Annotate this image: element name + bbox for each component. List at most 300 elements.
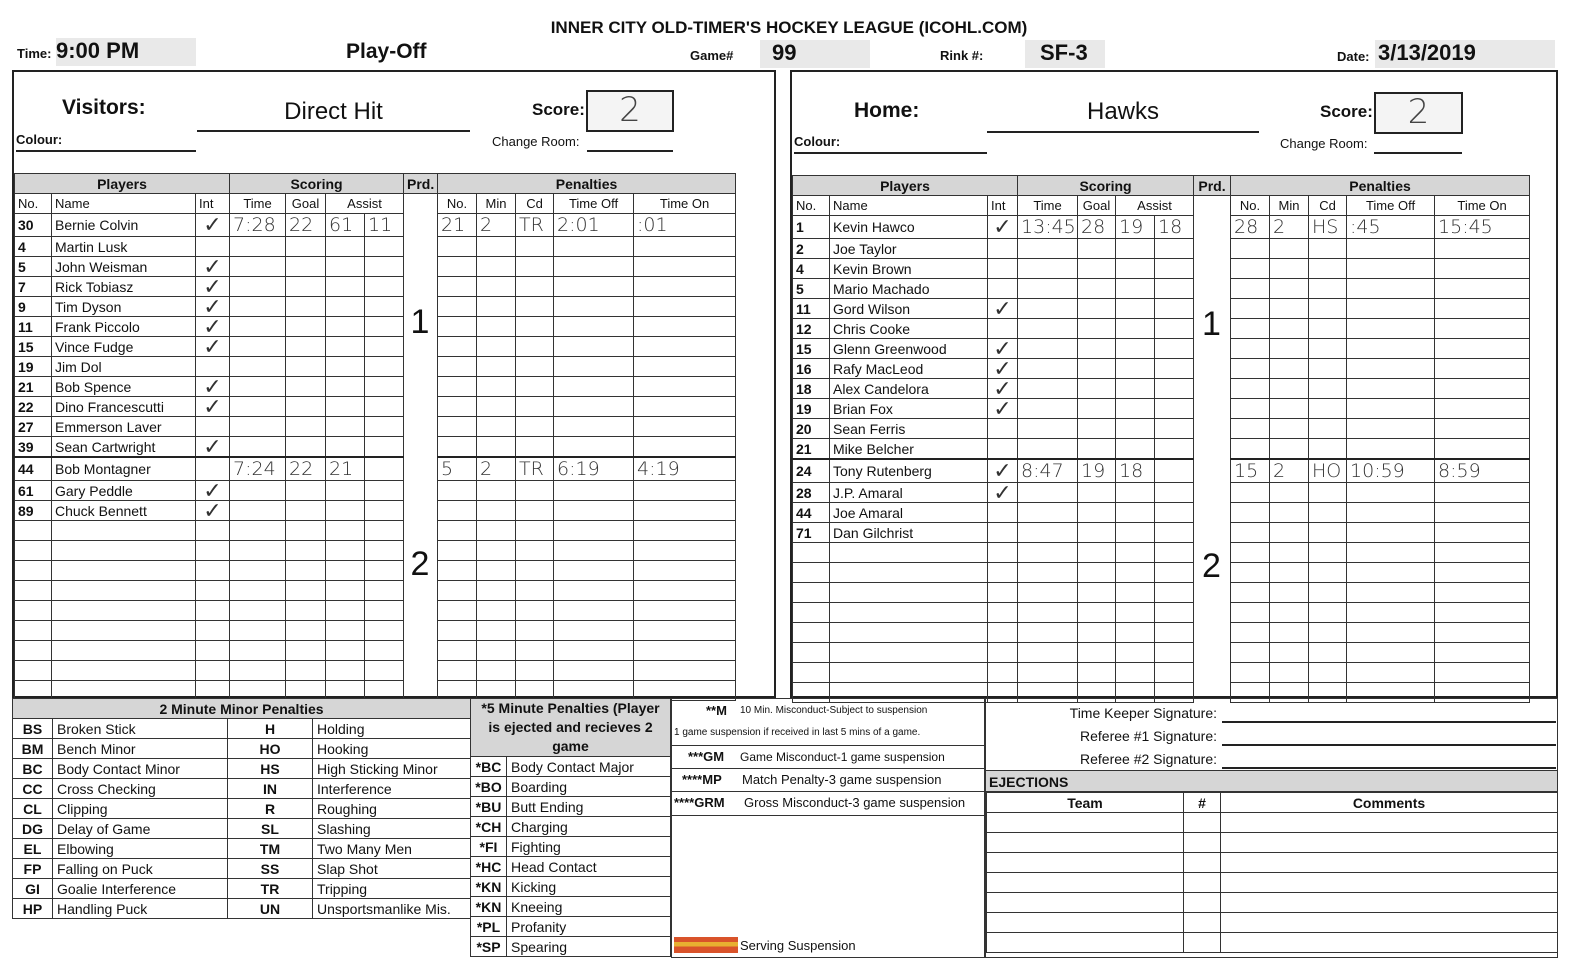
penalty-on[interactable] [634, 581, 736, 601]
penalty-min[interactable] [477, 257, 516, 277]
ejection-num-cell[interactable] [1184, 913, 1221, 933]
int-check[interactable] [988, 239, 1018, 259]
int-check[interactable]: ✓ [196, 377, 230, 397]
penalty-no[interactable] [438, 481, 477, 501]
scoring-a2[interactable] [365, 277, 404, 297]
penalty-min[interactable] [1270, 279, 1309, 299]
int-check[interactable] [196, 237, 230, 257]
scoring-goal[interactable] [286, 621, 326, 641]
scoring-a2[interactable] [365, 377, 404, 397]
penalty-min[interactable] [1270, 359, 1309, 379]
scoring-a1[interactable] [326, 521, 365, 541]
scoring-time[interactable] [1018, 583, 1078, 603]
scoring-goal[interactable] [286, 561, 326, 581]
scoring-time[interactable] [230, 481, 286, 501]
scoring-goal[interactable] [286, 397, 326, 417]
penalty-cd[interactable] [1309, 339, 1347, 359]
int-check[interactable]: ✓ [988, 379, 1018, 399]
scoring-a2[interactable] [1155, 419, 1194, 439]
penalty-off[interactable] [554, 541, 634, 561]
int-check[interactable]: ✓ [196, 257, 230, 277]
ref1-signature-line[interactable] [1222, 744, 1556, 746]
penalty-off[interactable] [1347, 339, 1435, 359]
penalty-min[interactable] [477, 541, 516, 561]
penalty-off[interactable]: 2:01 [554, 214, 634, 237]
penalty-no[interactable] [1231, 259, 1270, 279]
penalty-no[interactable] [438, 561, 477, 581]
penalty-on[interactable] [1435, 339, 1530, 359]
penalty-off[interactable] [554, 297, 634, 317]
penalty-off[interactable] [1347, 623, 1435, 643]
penalty-no[interactable] [1231, 319, 1270, 339]
scoring-a1[interactable] [326, 377, 365, 397]
penalty-off[interactable]: 10:59 [1347, 459, 1435, 483]
scoring-a2[interactable] [1155, 339, 1194, 359]
scoring-time[interactable] [230, 417, 286, 437]
ejection-num-cell[interactable] [1184, 833, 1221, 853]
scoring-a1[interactable] [326, 237, 365, 257]
scoring-time[interactable] [1018, 503, 1078, 523]
penalty-min[interactable] [477, 237, 516, 257]
penalty-cd[interactable] [516, 561, 554, 581]
scoring-goal[interactable] [286, 277, 326, 297]
penalty-on[interactable] [1435, 239, 1530, 259]
penalty-off[interactable] [1347, 299, 1435, 319]
penalty-cd[interactable] [516, 581, 554, 601]
scoring-a1[interactable] [326, 621, 365, 641]
int-check[interactable] [196, 601, 230, 621]
scoring-time[interactable] [1018, 299, 1078, 319]
penalty-cd[interactable] [516, 501, 554, 521]
penalty-min[interactable] [477, 481, 516, 501]
penalty-no[interactable] [438, 501, 477, 521]
penalty-min[interactable]: 2 [477, 457, 516, 481]
penalty-no[interactable] [1231, 663, 1270, 683]
penalty-off[interactable] [554, 397, 634, 417]
penalty-on[interactable] [1435, 279, 1530, 299]
scoring-goal[interactable] [1078, 299, 1116, 319]
scoring-a2[interactable] [1155, 379, 1194, 399]
scoring-a2[interactable] [1155, 439, 1194, 460]
scoring-time[interactable]: 7:28 [230, 214, 286, 237]
scoring-a2[interactable] [1155, 543, 1194, 563]
int-check[interactable] [196, 357, 230, 377]
penalty-min[interactable]: 2 [477, 214, 516, 237]
scoring-a2[interactable] [1155, 483, 1194, 503]
penalty-off[interactable] [1347, 563, 1435, 583]
scoring-goal[interactable] [1078, 399, 1116, 419]
penalty-on[interactable] [634, 641, 736, 661]
penalty-cd[interactable] [1309, 319, 1347, 339]
ejection-comment-cell[interactable] [1221, 933, 1558, 953]
scoring-goal[interactable] [286, 437, 326, 458]
scoring-a1[interactable] [1116, 643, 1155, 663]
scoring-goal[interactable] [286, 581, 326, 601]
penalty-min[interactable] [477, 521, 516, 541]
scoring-time[interactable] [1018, 339, 1078, 359]
penalty-off[interactable]: :45 [1347, 216, 1435, 239]
int-check[interactable]: ✓ [988, 299, 1018, 319]
scoring-time[interactable] [1018, 319, 1078, 339]
int-check[interactable]: ✓ [196, 297, 230, 317]
int-check[interactable]: ✓ [196, 437, 230, 458]
scoring-goal[interactable] [1078, 319, 1116, 339]
penalty-cd[interactable] [1309, 583, 1347, 603]
penalty-off[interactable] [1347, 543, 1435, 563]
int-check[interactable] [988, 603, 1018, 623]
penalty-min[interactable]: 2 [1270, 459, 1309, 483]
penalty-cd[interactable] [1309, 603, 1347, 623]
scoring-a2[interactable] [365, 561, 404, 581]
scoring-a2[interactable] [365, 661, 404, 681]
penalty-off[interactable] [554, 337, 634, 357]
penalty-cd[interactable] [1309, 523, 1347, 543]
int-check[interactable]: ✓ [988, 339, 1018, 359]
penalty-no[interactable] [1231, 643, 1270, 663]
scoring-a2[interactable] [365, 437, 404, 458]
penalty-min[interactable] [1270, 319, 1309, 339]
penalty-cd[interactable] [1309, 239, 1347, 259]
scoring-time[interactable] [230, 501, 286, 521]
penalty-off[interactable] [1347, 399, 1435, 419]
int-check[interactable] [196, 521, 230, 541]
scoring-a2[interactable] [365, 457, 404, 481]
int-check[interactable] [196, 541, 230, 561]
scoring-a2[interactable] [1155, 239, 1194, 259]
penalty-off[interactable] [1347, 419, 1435, 439]
penalty-on[interactable] [634, 337, 736, 357]
scoring-a1[interactable] [326, 337, 365, 357]
scoring-goal[interactable] [286, 377, 326, 397]
scoring-a1[interactable] [326, 417, 365, 437]
penalty-off[interactable] [554, 277, 634, 297]
penalty-off[interactable] [1347, 643, 1435, 663]
scoring-a1[interactable] [1116, 583, 1155, 603]
penalty-cd[interactable] [516, 397, 554, 417]
penalty-on[interactable] [634, 661, 736, 681]
scoring-a2[interactable] [1155, 643, 1194, 663]
scoring-a1[interactable] [326, 437, 365, 458]
penalty-min[interactable] [1270, 563, 1309, 583]
scoring-a1[interactable] [326, 641, 365, 661]
ejection-num-cell[interactable] [1184, 853, 1221, 873]
scoring-goal[interactable] [286, 337, 326, 357]
penalty-cd[interactable] [516, 641, 554, 661]
scoring-a1[interactable] [326, 257, 365, 277]
penalty-off[interactable] [1347, 379, 1435, 399]
penalty-no[interactable] [1231, 339, 1270, 359]
penalty-off[interactable] [554, 521, 634, 541]
scoring-a1[interactable]: 19 [1116, 216, 1155, 239]
penalty-off[interactable] [1347, 503, 1435, 523]
scoring-time[interactable] [230, 357, 286, 377]
penalty-on[interactable] [634, 417, 736, 437]
scoring-a2[interactable] [1155, 319, 1194, 339]
int-check[interactable] [988, 523, 1018, 543]
scoring-goal[interactable] [1078, 523, 1116, 543]
penalty-cd[interactable] [516, 277, 554, 297]
scoring-time[interactable]: 13:45 [1018, 216, 1078, 239]
penalty-cd[interactable] [1309, 563, 1347, 583]
scoring-time[interactable]: 8:47 [1018, 459, 1078, 483]
ejection-num-cell[interactable] [1184, 933, 1221, 953]
penalty-cd[interactable] [516, 237, 554, 257]
scoring-time[interactable] [1018, 643, 1078, 663]
scoring-goal[interactable] [286, 641, 326, 661]
penalty-no[interactable] [438, 317, 477, 337]
penalty-cd[interactable] [1309, 543, 1347, 563]
penalty-on[interactable] [1435, 543, 1530, 563]
penalty-no[interactable] [1231, 239, 1270, 259]
scoring-a2[interactable] [1155, 259, 1194, 279]
penalty-off[interactable] [1347, 663, 1435, 683]
penalty-no[interactable] [438, 621, 477, 641]
penalty-off[interactable] [1347, 603, 1435, 623]
ejection-team-cell[interactable] [987, 913, 1184, 933]
penalty-min[interactable] [477, 377, 516, 397]
scoring-a1[interactable] [1116, 379, 1155, 399]
scoring-a1[interactable] [1116, 663, 1155, 683]
penalty-on[interactable] [634, 237, 736, 257]
penalty-on[interactable] [1435, 483, 1530, 503]
penalty-cd[interactable] [516, 621, 554, 641]
scoring-a2[interactable] [365, 237, 404, 257]
scoring-a2[interactable] [1155, 623, 1194, 643]
scoring-goal[interactable] [1078, 239, 1116, 259]
penalty-min[interactable] [1270, 663, 1309, 683]
penalty-on[interactable] [1435, 359, 1530, 379]
scoring-goal[interactable] [286, 357, 326, 377]
scoring-goal[interactable] [1078, 583, 1116, 603]
scoring-goal[interactable] [286, 237, 326, 257]
scoring-goal[interactable] [286, 541, 326, 561]
scoring-a1[interactable] [326, 317, 365, 337]
penalty-no[interactable]: 5 [438, 457, 477, 481]
penalty-no[interactable] [438, 277, 477, 297]
penalty-off[interactable]: 6:19 [554, 457, 634, 481]
penalty-min[interactable] [477, 337, 516, 357]
penalty-min[interactable] [1270, 643, 1309, 663]
ejection-comment-cell[interactable] [1221, 873, 1558, 893]
penalty-cd[interactable] [1309, 399, 1347, 419]
penalty-on[interactable] [1435, 299, 1530, 319]
scoring-goal[interactable] [286, 501, 326, 521]
penalty-on[interactable] [1435, 419, 1530, 439]
penalty-off[interactable] [554, 581, 634, 601]
penalty-on[interactable] [634, 501, 736, 521]
scoring-a1[interactable] [326, 297, 365, 317]
int-check[interactable]: ✓ [988, 216, 1018, 239]
scoring-a2[interactable] [1155, 279, 1194, 299]
penalty-on[interactable] [634, 377, 736, 397]
penalty-cd[interactable] [1309, 643, 1347, 663]
scoring-a2[interactable] [365, 601, 404, 621]
int-check[interactable]: ✓ [988, 399, 1018, 419]
scoring-time[interactable] [1018, 379, 1078, 399]
scoring-time[interactable] [1018, 523, 1078, 543]
penalty-no[interactable] [438, 661, 477, 681]
penalty-min[interactable] [1270, 399, 1309, 419]
penalty-min[interactable] [477, 661, 516, 681]
penalty-no[interactable] [1231, 299, 1270, 319]
penalty-cd[interactable] [516, 481, 554, 501]
scoring-time[interactable] [1018, 603, 1078, 623]
scoring-a2[interactable] [1155, 299, 1194, 319]
scoring-goal[interactable] [1078, 623, 1116, 643]
penalty-cd[interactable] [516, 541, 554, 561]
scoring-time[interactable] [230, 397, 286, 417]
ejection-num-cell[interactable] [1184, 893, 1221, 913]
scoring-goal[interactable] [286, 417, 326, 437]
penalty-cd[interactable] [1309, 259, 1347, 279]
scoring-time[interactable] [1018, 399, 1078, 419]
penalty-off[interactable] [554, 561, 634, 581]
int-check[interactable]: ✓ [196, 481, 230, 501]
penalty-on[interactable] [634, 621, 736, 641]
scoring-goal[interactable] [1078, 503, 1116, 523]
scoring-time[interactable] [230, 277, 286, 297]
penalty-on[interactable] [1435, 503, 1530, 523]
scoring-a1[interactable] [326, 397, 365, 417]
penalty-on[interactable] [634, 601, 736, 621]
scoring-goal[interactable] [286, 481, 326, 501]
int-check[interactable] [196, 457, 230, 481]
penalty-no[interactable] [1231, 523, 1270, 543]
int-check[interactable] [196, 581, 230, 601]
penalty-min[interactable] [1270, 379, 1309, 399]
penalty-min[interactable] [477, 277, 516, 297]
penalty-no[interactable] [438, 397, 477, 417]
penalty-cd[interactable] [1309, 663, 1347, 683]
penalty-cd[interactable] [1309, 299, 1347, 319]
scoring-a1[interactable] [326, 277, 365, 297]
penalty-no[interactable] [438, 581, 477, 601]
penalty-off[interactable] [554, 661, 634, 681]
int-check[interactable] [988, 419, 1018, 439]
scoring-goal[interactable] [286, 661, 326, 681]
penalty-off[interactable] [1347, 239, 1435, 259]
penalty-on[interactable]: 4:19 [634, 457, 736, 481]
scoring-goal[interactable]: 22 [286, 214, 326, 237]
penalty-no[interactable] [438, 641, 477, 661]
scoring-a2[interactable] [365, 397, 404, 417]
int-check[interactable] [988, 319, 1018, 339]
penalty-no[interactable] [1231, 359, 1270, 379]
ejection-num-cell[interactable] [1184, 873, 1221, 893]
penalty-on[interactable] [1435, 623, 1530, 643]
penalty-off[interactable] [554, 437, 634, 458]
scoring-a1[interactable] [1116, 399, 1155, 419]
scoring-time[interactable] [1018, 419, 1078, 439]
penalty-on[interactable] [1435, 439, 1530, 460]
int-check[interactable] [988, 583, 1018, 603]
penalty-on[interactable] [1435, 643, 1530, 663]
penalty-min[interactable] [1270, 339, 1309, 359]
int-check[interactable] [196, 641, 230, 661]
int-check[interactable] [988, 563, 1018, 583]
penalty-min[interactable] [1270, 603, 1309, 623]
scoring-a1[interactable]: 18 [1116, 459, 1155, 483]
penalty-min[interactable] [1270, 503, 1309, 523]
scoring-goal[interactable] [1078, 563, 1116, 583]
penalty-off[interactable] [1347, 523, 1435, 543]
scoring-a2[interactable] [1155, 523, 1194, 543]
penalty-on[interactable] [634, 521, 736, 541]
penalty-min[interactable] [1270, 523, 1309, 543]
scoring-goal[interactable] [286, 317, 326, 337]
scoring-goal[interactable] [1078, 259, 1116, 279]
penalty-cd[interactable]: TR [516, 214, 554, 237]
penalty-no[interactable] [438, 541, 477, 561]
ejection-comment-cell[interactable] [1221, 893, 1558, 913]
penalty-no[interactable]: 15 [1231, 459, 1270, 483]
scoring-goal[interactable]: 28 [1078, 216, 1116, 239]
scoring-a1[interactable] [1116, 299, 1155, 319]
scoring-goal[interactable] [286, 297, 326, 317]
penalty-min[interactable] [477, 317, 516, 337]
penalty-off[interactable] [1347, 483, 1435, 503]
scoring-a1[interactable] [1116, 239, 1155, 259]
penalty-no[interactable] [1231, 419, 1270, 439]
scoring-a1[interactable] [326, 541, 365, 561]
penalty-on[interactable] [1435, 259, 1530, 279]
scoring-a1[interactable] [1116, 359, 1155, 379]
scoring-goal[interactable] [1078, 643, 1116, 663]
penalty-min[interactable] [477, 357, 516, 377]
penalty-cd[interactable] [1309, 483, 1347, 503]
scoring-a1[interactable] [1116, 483, 1155, 503]
penalty-cd[interactable] [1309, 419, 1347, 439]
penalty-no[interactable] [1231, 563, 1270, 583]
scoring-a1[interactable] [1116, 279, 1155, 299]
penalty-no[interactable] [438, 337, 477, 357]
penalty-off[interactable] [554, 357, 634, 377]
scoring-a1[interactable] [326, 481, 365, 501]
scoring-a1[interactable] [1116, 523, 1155, 543]
ejection-team-cell[interactable] [987, 833, 1184, 853]
scoring-goal[interactable] [1078, 279, 1116, 299]
penalty-off[interactable] [554, 317, 634, 337]
penalty-cd[interactable]: TR [516, 457, 554, 481]
scoring-time[interactable]: 7:24 [230, 457, 286, 481]
scoring-goal[interactable]: 19 [1078, 459, 1116, 483]
scoring-a2[interactable] [1155, 563, 1194, 583]
scoring-a2[interactable] [365, 521, 404, 541]
penalty-off[interactable] [1347, 583, 1435, 603]
scoring-a2[interactable] [1155, 503, 1194, 523]
scoring-goal[interactable] [1078, 543, 1116, 563]
penalty-off[interactable] [1347, 279, 1435, 299]
scoring-goal[interactable] [1078, 379, 1116, 399]
penalty-min[interactable] [1270, 259, 1309, 279]
penalty-no[interactable]: 21 [438, 214, 477, 237]
int-check[interactable]: ✓ [196, 501, 230, 521]
scoring-time[interactable] [1018, 663, 1078, 683]
penalty-cd[interactable] [1309, 359, 1347, 379]
int-check[interactable] [988, 663, 1018, 683]
scoring-goal[interactable] [286, 521, 326, 541]
scoring-a1[interactable] [1116, 439, 1155, 460]
penalty-cd[interactable] [516, 521, 554, 541]
penalty-min[interactable] [1270, 299, 1309, 319]
penalty-on[interactable] [634, 357, 736, 377]
ref2-signature-line[interactable] [1222, 767, 1556, 769]
scoring-a1[interactable] [1116, 419, 1155, 439]
penalty-on[interactable] [1435, 319, 1530, 339]
int-check[interactable] [196, 561, 230, 581]
penalty-off[interactable] [1347, 439, 1435, 460]
scoring-a1[interactable] [1116, 623, 1155, 643]
